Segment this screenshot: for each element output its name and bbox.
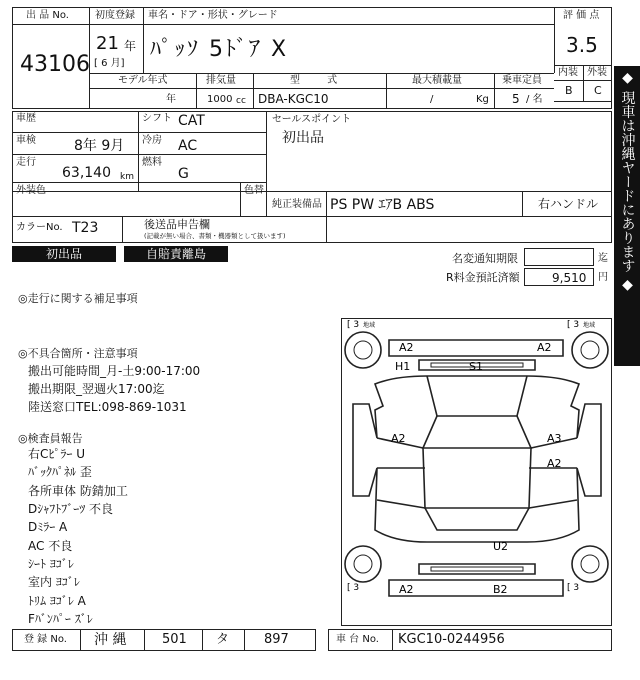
postsale-note: (記載が無い場合、書類・機器類として扱います) bbox=[144, 232, 286, 240]
equipment-label: 純正装備品 bbox=[272, 199, 322, 210]
corner-label-br: [ 3 bbox=[567, 583, 580, 593]
name-change-box bbox=[524, 248, 594, 266]
chassis-label: 車 台 No. bbox=[336, 634, 379, 645]
damage-mark: H1 bbox=[395, 360, 411, 373]
fuel-label: 燃料 bbox=[142, 157, 162, 168]
ext-color-label: 外装色 bbox=[16, 185, 46, 196]
interior-label: 内装 bbox=[558, 67, 578, 78]
score-value: 3.5 bbox=[566, 33, 598, 57]
spec-header-type: 型 式 bbox=[290, 75, 350, 86]
spec-header-capacity: 乗車定員 bbox=[502, 75, 542, 86]
reg-year: 21 bbox=[96, 33, 119, 54]
damage-mark: A3 bbox=[547, 432, 562, 445]
inspector-heading: ◎検査員報告 bbox=[18, 432, 83, 445]
corner-label-tr-small: 地域 bbox=[583, 322, 596, 329]
corner-label-bl: [ 3 bbox=[347, 583, 360, 593]
interior-grade: B bbox=[565, 84, 573, 97]
inspector-line: Dｼｬﾌﾄﾌﾞｰﾂ 不良 bbox=[28, 502, 114, 516]
supplement-heading: ◎走行に関する補足事項 bbox=[18, 292, 138, 305]
mileage-unit: km bbox=[120, 172, 134, 182]
score-label: 評 価 点 bbox=[563, 10, 600, 21]
type-value: DBA-KGC10 bbox=[258, 92, 329, 106]
color-change-label: 色替 bbox=[244, 185, 264, 196]
damage-mark: B2 bbox=[493, 583, 508, 596]
color-no-value: T23 bbox=[72, 220, 99, 236]
inspector-line: Dﾐﾗｰ A bbox=[28, 520, 68, 534]
reg-kana: タ bbox=[216, 632, 230, 647]
first-listing-badge: 初出品 bbox=[12, 246, 116, 262]
steering-value: 右ハンドル bbox=[538, 197, 599, 211]
displacement-value: 1000 bbox=[207, 94, 233, 105]
capacity-unit: / 名 bbox=[526, 94, 543, 105]
inspector-line: ﾄﾘﾑ ﾖｺﾞﾚ A bbox=[28, 594, 86, 608]
spec-header-displacement: 排気量 bbox=[206, 75, 236, 86]
inspector-line: AC 不良 bbox=[28, 539, 73, 553]
reg-year-unit: 年 bbox=[124, 39, 137, 53]
sales-value: 初出品 bbox=[282, 130, 324, 146]
recycle-unit: 円 bbox=[598, 272, 608, 283]
side-banner: ◆ 現車は沖縄ヤードにあります ◆ bbox=[614, 66, 640, 366]
postsale-label: 後送品申告欄 bbox=[144, 218, 210, 231]
model-name: ﾊﾟｯｿ 5ﾄﾞｱ X bbox=[150, 37, 289, 62]
model-year-unit: 年 bbox=[166, 94, 176, 105]
damage-mark: A2 bbox=[547, 457, 562, 470]
car-diagram bbox=[341, 318, 612, 626]
spec-header-model-year: モデル年式 bbox=[118, 75, 168, 86]
corner-label-tr: [ 3 bbox=[567, 320, 580, 330]
name-change-unit: 迄 bbox=[598, 253, 608, 264]
inspector-line: ﾊﾞｯｸﾊﾟﾈﾙ 歪 bbox=[28, 465, 92, 479]
recycle-label: R料金預託済額 bbox=[446, 271, 520, 284]
fuel-value: G bbox=[178, 166, 189, 182]
damage-mark: A2 bbox=[399, 583, 414, 596]
name-change-label: 名変通知期限 bbox=[452, 252, 518, 265]
shift-value: CAT bbox=[178, 113, 205, 129]
inspector-line: 右Cﾋﾟﾗｰ U bbox=[28, 447, 85, 461]
inspection-label: 車検 bbox=[16, 135, 36, 146]
chassis-value: KGC10-0244956 bbox=[398, 632, 505, 647]
displacement-unit: cc bbox=[236, 96, 246, 106]
mileage-label: 走行 bbox=[16, 157, 36, 168]
equipment-value: PS PW ｴｱB ABS bbox=[330, 197, 435, 213]
defect-line: 搬出可能時間_月-土9:00-17:00 bbox=[28, 364, 201, 378]
corner-label-tl: [ 3 bbox=[347, 320, 360, 330]
inspector-line: 室内 ﾖｺﾞﾚ bbox=[28, 575, 80, 589]
defect-line: 搬出期限_翌週火17:00迄 bbox=[28, 382, 165, 396]
defects-heading: ◎不具合箇所・注意事項 bbox=[18, 347, 138, 360]
sales-label: セールスポイント bbox=[272, 114, 352, 125]
damage-mark: U2 bbox=[493, 540, 509, 553]
load-unit: Kg bbox=[476, 94, 489, 105]
load-separator: / bbox=[430, 94, 434, 105]
inspection-value: 8年 9月 bbox=[74, 138, 125, 154]
damage-mark: A2 bbox=[399, 341, 414, 354]
reg-label: 登 録 No. bbox=[24, 634, 67, 645]
reg-month: [ 6 月] bbox=[94, 58, 125, 69]
model-label: 車名・ドア・形状・グレード bbox=[148, 10, 278, 21]
capacity-value: 5 bbox=[512, 92, 520, 106]
inspector-line: Fﾊﾞﾝﾊﾟｰ ｽﾞﾚ bbox=[28, 612, 93, 626]
shift-label: シフト bbox=[142, 113, 172, 124]
ac-label: 冷房 bbox=[142, 135, 162, 146]
inspector-line: ｼｰﾄ ﾖｺﾞﾚ bbox=[28, 557, 74, 571]
own-risk-badge: 自賠責離島 bbox=[124, 246, 228, 262]
ac-value: AC bbox=[178, 138, 198, 154]
mileage-value: 63,140 bbox=[62, 165, 111, 181]
first-reg-label: 初度登録 bbox=[95, 10, 135, 21]
lot-label: 出 品 No. bbox=[26, 10, 69, 21]
corner-label-tl-small: 地域 bbox=[363, 322, 376, 329]
reg-class: 501 bbox=[162, 632, 187, 647]
damage-mark: S1 bbox=[469, 360, 483, 373]
reg-number: 897 bbox=[264, 632, 289, 647]
damage-mark: A2 bbox=[537, 341, 552, 354]
spec-header-max-load: 最大積載量 bbox=[412, 75, 462, 86]
history-label: 車歴 bbox=[16, 113, 36, 124]
recycle-value: 9,510 bbox=[552, 271, 587, 285]
defect-line: 陸送窓口TEL:098-869-1031 bbox=[28, 400, 187, 414]
exterior-label: 外装 bbox=[587, 67, 607, 78]
color-no-label: カラーNo. bbox=[16, 222, 63, 233]
reg-area: 沖 縄 bbox=[94, 632, 127, 648]
lot-number: 43106 bbox=[20, 52, 90, 77]
inspector-line: 各所車体 防錆加工 bbox=[28, 484, 128, 498]
exterior-grade: C bbox=[594, 84, 602, 97]
damage-mark: A2 bbox=[391, 432, 406, 445]
